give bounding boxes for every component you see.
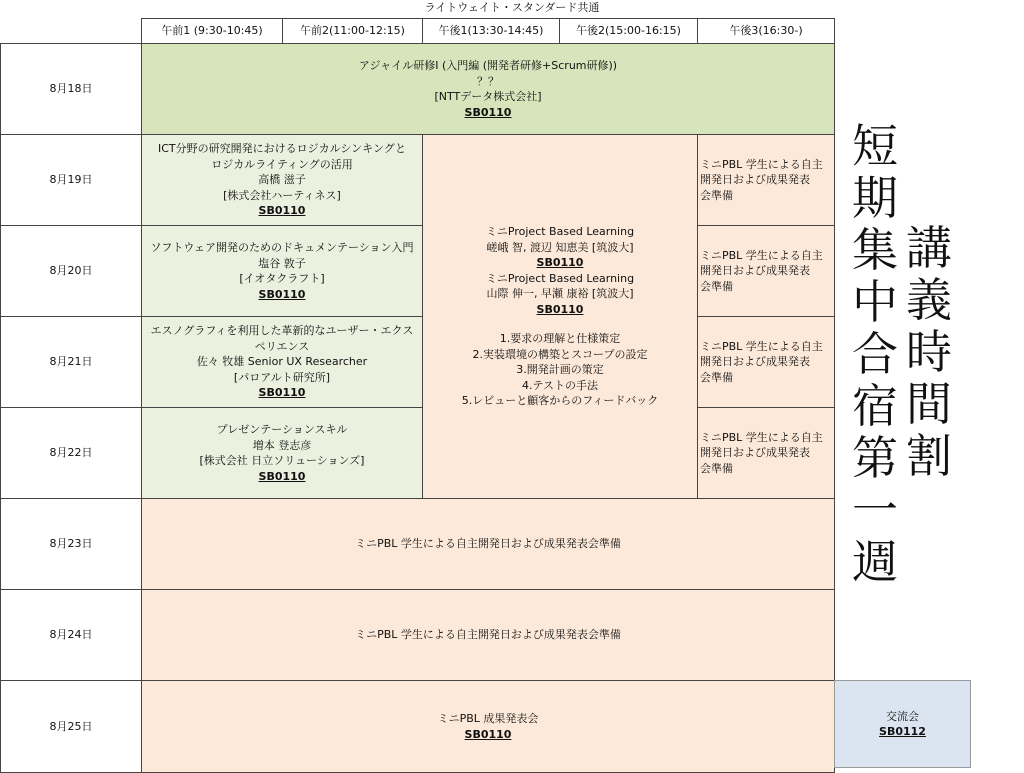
date-cell-0823: 8月23日 (1, 499, 142, 590)
date-cell-0819: 8月19日 (1, 135, 142, 226)
pbl-final-presentation (142, 681, 835, 773)
room-label: SB0110 (464, 105, 512, 119)
room-label: SB0110 (258, 204, 306, 218)
lecture-org: [NTTデータ株式会社] (434, 90, 542, 103)
self-study-text: ミニPBL 学生による自主 (700, 339, 823, 353)
lecture-title-cont: ペリエンス (254, 339, 310, 353)
vertical-title-char: 期 (852, 171, 898, 225)
period-header-5: 午後3(16:30-) (698, 19, 835, 44)
self-study-text: 開発日および成果発表 (700, 173, 810, 187)
vertical-title-char: 間 (906, 377, 952, 431)
pbl-title-2: ミニProject Based Learning (485, 271, 635, 285)
lecture-org: [パロアルト研究所] (233, 370, 331, 384)
vertical-title-char: 一 (852, 483, 898, 537)
pbl-step: 3.開発計画の策定 (516, 363, 604, 377)
date-cell-0822: 8月22日 (1, 408, 142, 499)
exchange-title: 交流会 (886, 709, 919, 723)
lecture-org: [株式会社 日立ソリューションズ] (199, 454, 365, 467)
vertical-title-char: 講 (906, 221, 952, 275)
room-label: SB0110 (258, 386, 306, 400)
self-study-cell (698, 135, 835, 226)
lecture-org: [株式会社ハーティネス] (223, 188, 341, 202)
vertical-title-char: 義 (906, 273, 952, 327)
room-label: SB0110 (536, 256, 584, 270)
self-study-cell (698, 408, 835, 499)
presentation-title: ミニPBL 成果発表会 (437, 712, 539, 725)
vertical-title-char: 短 (852, 119, 898, 173)
self-study-cell (698, 226, 835, 317)
lecture-speaker: 増本 登志彦 (252, 438, 312, 452)
vertical-title-main (848, 120, 902, 588)
vertical-title-sub (902, 222, 956, 482)
lecture-title: ソフトウェア開発のためのドキュメンテーション入門 (150, 241, 414, 254)
self-study-text: 開発日および成果発表 (700, 355, 810, 369)
pbl-step: 2.実装環境の構築とスコープの設定 (472, 347, 648, 361)
date-cell-0818: 8月18日 (1, 44, 142, 135)
room-label: SB0110 (536, 302, 584, 316)
lecture-ethnography (142, 317, 423, 408)
lecture-title: アジャイル研修I (入門編 (開発者研修+Scrum研修)) (358, 59, 618, 72)
room-label: SB0110 (258, 469, 306, 483)
lecture-speaker: ？？ (477, 74, 499, 88)
self-study-fullday: ミニPBL 学生による自主開発日および成果発表会準備 (142, 499, 835, 590)
lecture-documentation (142, 226, 423, 317)
lecture-speaker: 佐々 牧雄 Senior UX Researcher (196, 355, 368, 369)
period-header-4: 午後2(15:00-16:15) (560, 19, 698, 44)
lecture-org: [イオタクラフト] (239, 272, 325, 285)
pbl-step: 5.レビューと顧客からのフィードバック (461, 394, 659, 408)
date-cell-0824: 8月24日 (1, 590, 142, 681)
lecture-title: エスノグラフィを利用した革新的なユーザー・エクス (150, 324, 414, 338)
self-study-text: ミニPBL 学生による自主 (700, 430, 823, 444)
pbl-title-1: ミニProject Based Learning (485, 225, 635, 239)
lecture-title: プレゼンテーションスキル (216, 423, 348, 436)
room-label: SB0110 (464, 727, 512, 741)
self-study-text: ミニPBL 学生による自主 (700, 248, 823, 262)
date-cell-0821: 8月21日 (1, 317, 142, 408)
vertical-title-char: 合 (852, 327, 898, 381)
vertical-title-char: 割 (906, 429, 952, 483)
mini-pbl-block (423, 135, 698, 499)
period-header-3: 午後1(13:30-14:45) (423, 19, 560, 44)
vertical-title-char: 週 (852, 535, 898, 589)
lecture-speaker: 高橋 滋子 (258, 173, 306, 187)
period-header-1: 午前1 (9:30-10:45) (142, 19, 283, 44)
lecture-presentation (142, 408, 423, 499)
vertical-title-char: 宿 (852, 379, 898, 433)
vertical-title-char: 第 (852, 431, 898, 485)
vertical-title-char: 時 (906, 325, 952, 379)
schedule-header-title: ライトウェイト・スタンダード共通 (424, 1, 600, 14)
self-study-text: 開発日および成果発表 (700, 446, 810, 460)
lecture-logical-thinking (142, 135, 423, 226)
pbl-speakers-2: 山際 伸一, 早瀬 康裕 [筑波大] (486, 287, 634, 301)
period-header-2: 午前2(11:00-12:15) (283, 19, 423, 44)
self-study-text: ミニPBL 学生による自主 (700, 157, 823, 171)
pbl-step: 4.テストの手法 (521, 378, 599, 392)
corner-cell (1, 19, 142, 44)
self-study-text: 会準備 (700, 461, 733, 475)
date-cell-0820: 8月20日 (1, 226, 142, 317)
vertical-title-char: 中 (852, 275, 898, 329)
pbl-speakers-1: 嵯峨 智, 渡辺 知恵美 [筑波大] (486, 240, 634, 254)
self-study-text: 会準備 (700, 188, 733, 202)
room-label: SB0112 (879, 725, 926, 738)
pbl-step: 1.要求の理解と仕様策定 (499, 332, 621, 346)
lecture-agile (142, 44, 835, 135)
room-label: SB0110 (258, 287, 306, 301)
exchange-party-cell (834, 680, 971, 768)
lecture-title-cont: ロジカルライティングの活用 (211, 157, 353, 171)
self-study-fullday: ミニPBL 学生による自主開発日および成果発表会準備 (142, 590, 835, 681)
self-study-text: 会準備 (700, 279, 733, 293)
lecture-speaker: 塩谷 敦子 (258, 256, 306, 270)
self-study-text: 開発日および成果発表 (700, 264, 810, 278)
self-study-text: 会準備 (700, 370, 733, 384)
date-cell-0825: 8月25日 (1, 681, 142, 773)
lecture-title: ICT分野の研究開発におけるロジカルシンキングと (158, 142, 406, 156)
self-study-cell (698, 317, 835, 408)
schedule-table (0, 18, 835, 773)
vertical-title-char: 集 (852, 223, 898, 277)
